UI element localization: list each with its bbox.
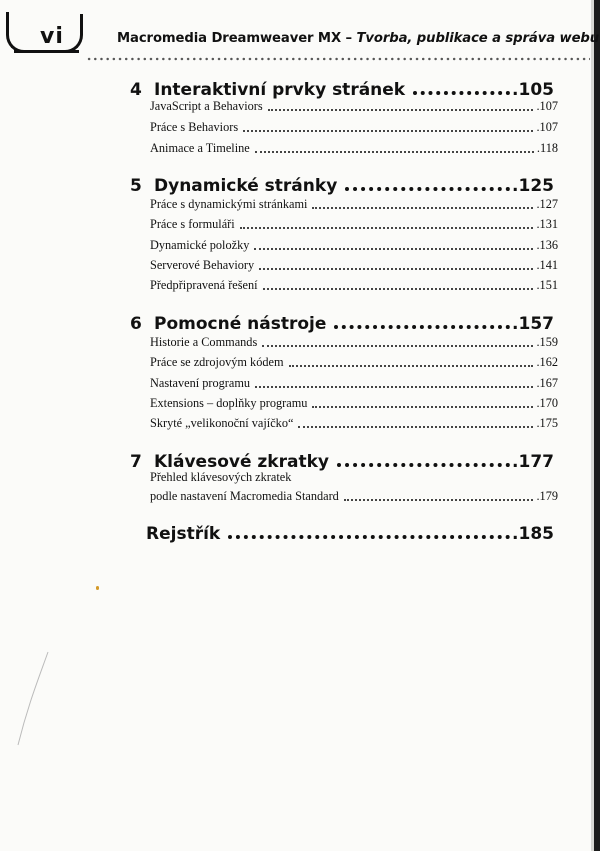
leader-dots: [345, 187, 510, 191]
toc-entry[interactable]: [150, 352, 558, 370]
toc-entry[interactable]: [150, 214, 558, 232]
chapter-page: .125: [512, 176, 554, 196]
leader-dots: [254, 248, 533, 250]
entry-page: .107: [536, 120, 558, 134]
toc-entry[interactable]: [150, 194, 558, 212]
entry-title: Skryté „velikonoční vajíčko“: [150, 416, 294, 430]
leader-dots: [337, 463, 510, 467]
toc-entry[interactable]: [150, 117, 558, 135]
leader-dots: [344, 499, 534, 501]
chapter-6-heading[interactable]: [130, 308, 554, 334]
folio-number: vi: [40, 24, 64, 49]
leader-dots: [413, 91, 510, 95]
leader-dots: [312, 406, 533, 408]
leader-dots: [243, 130, 533, 132]
entry-title: podle nastavení Macromedia Standard: [150, 489, 339, 503]
chapter-page: .177: [512, 452, 554, 472]
toc-entry[interactable]: [150, 138, 558, 156]
running-head-title: [117, 31, 599, 46]
entry-page: .167: [536, 376, 558, 390]
chapter-7-heading[interactable]: [130, 446, 554, 472]
chapter-number: 7: [130, 452, 142, 472]
entry-page: .127: [536, 197, 558, 211]
entry-page: .151: [536, 278, 558, 292]
entry-page: .170: [536, 396, 558, 410]
paper-speck: [96, 586, 99, 590]
leader-dots: [289, 365, 534, 367]
leader-dots: [263, 288, 534, 290]
leader-dots: [312, 207, 533, 209]
toc-entry[interactable]: [150, 96, 558, 114]
entry-title: Nastavení programu: [150, 376, 251, 390]
entry-title: Práce s Behaviors: [150, 120, 239, 134]
entry-title: Historie a Commands: [150, 335, 258, 349]
running-header: [0, 14, 600, 62]
chapter-number: 4: [130, 80, 142, 100]
leader-dots: [255, 151, 534, 153]
index-title: Rejstřík: [146, 524, 221, 544]
chapter-number: 6: [130, 314, 142, 334]
toc-entry[interactable]: [150, 413, 558, 431]
entry-page: .118: [536, 141, 558, 155]
entry-title: Práce s formuláři: [150, 217, 235, 231]
header-dotted-rule: [86, 56, 590, 62]
entry-page: .179: [536, 489, 558, 503]
entry-title: JavaScript a Behaviors: [150, 99, 263, 113]
chapter-page: .105: [512, 80, 554, 100]
index-heading[interactable]: [146, 518, 554, 544]
chapter-page: .157: [512, 314, 554, 334]
leader-dots: [255, 386, 533, 388]
chapter-title: Pomocné nástroje: [154, 314, 327, 334]
entry-title: Animace a Timeline: [150, 141, 250, 155]
entry-title: Předpřipravená řešení: [150, 278, 258, 292]
toc-entry-first-line[interactable]: Přehled klávesových zkratek: [150, 470, 292, 484]
entry-title: Práce s dynamickými stránkami: [150, 197, 308, 211]
toc-entry[interactable]: [150, 255, 558, 273]
entry-page: .136: [536, 238, 558, 252]
entry-title: Dynamické položky: [150, 238, 250, 252]
paper-scratch: [10, 650, 50, 750]
chapter-number: 5: [130, 176, 142, 196]
leader-dots: [228, 535, 510, 539]
leader-dots: [262, 345, 533, 347]
entry-page: .141: [536, 258, 558, 272]
entry-title: Serverové Behaviory: [150, 258, 255, 272]
entry-page: .131: [536, 217, 558, 231]
entry-page: .162: [536, 355, 558, 369]
chapter-title: Dynamické stránky: [154, 176, 338, 196]
page-edge: [594, 0, 600, 851]
leader-dots: [334, 325, 510, 329]
chapter-title: Klávesové zkratky: [154, 452, 329, 472]
leader-dots: [240, 227, 534, 229]
entry-page: .107: [536, 99, 558, 113]
toc-entry[interactable]: [150, 275, 558, 293]
leader-dots: [298, 426, 533, 428]
entry-page: .175: [536, 416, 558, 430]
toc-entry[interactable]: [150, 486, 558, 504]
entry-page: .159: [536, 335, 558, 349]
toc-entry[interactable]: [150, 393, 558, 411]
toc-entry[interactable]: [150, 332, 558, 350]
entry-title: Extensions – doplňky programu: [150, 396, 308, 410]
entry-title: Práce se zdrojovým kódem: [150, 355, 284, 369]
leader-dots: [268, 109, 534, 111]
index-page: .185: [512, 524, 554, 544]
toc-entry[interactable]: [150, 373, 558, 391]
running-head-italic: Tvorba, publikace a správa webu: [356, 31, 600, 46]
running-head-bold: Macromedia Dreamweaver MX –: [117, 31, 357, 46]
toc-entry[interactable]: [150, 235, 558, 253]
chapter-title: Interaktivní prvky stránek: [154, 80, 406, 100]
leader-dots: [259, 268, 533, 270]
chapter-5-heading[interactable]: [130, 170, 554, 196]
